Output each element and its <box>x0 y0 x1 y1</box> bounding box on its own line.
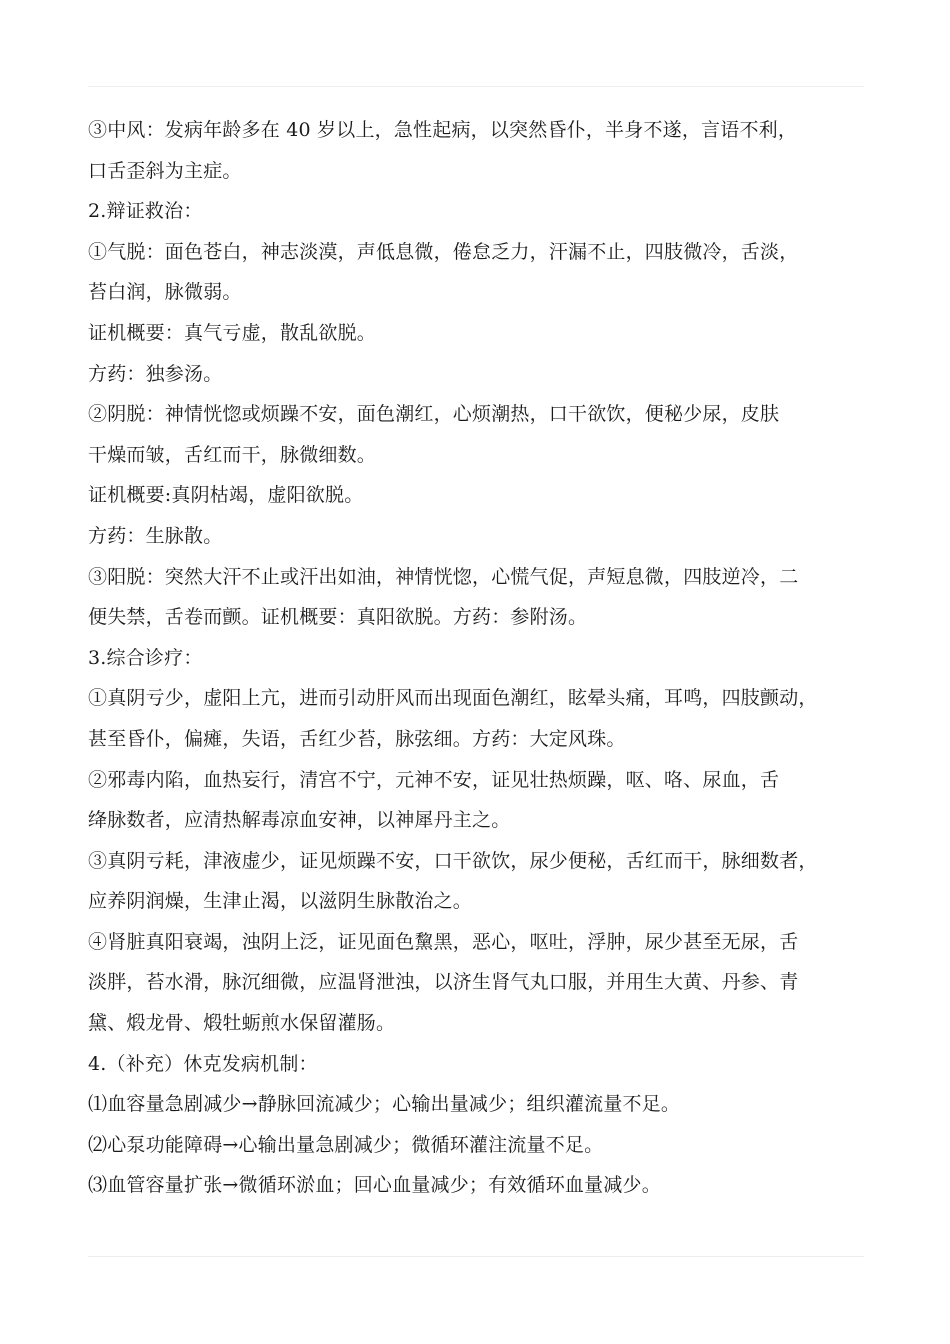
text-line: 干燥而皱，舌红而干，脉微细数。 <box>88 443 377 466</box>
text-line: 方药：生脉散。 <box>88 524 223 547</box>
text-line: 证机概要:真阴枯竭，虚阳欲脱。 <box>88 484 364 507</box>
text-line: ①真阴亏少，虚阳上亢，进而引动肝风而出现面色潮红，眩晕头痛，耳鸣，四肢颤动， <box>88 687 818 710</box>
text-line: ③阳脱：突然大汗不止或汗出如油，神情恍惚，心慌气促，声短息微，四肢逆冷，二 <box>88 565 799 588</box>
text-line: ②阴脱：神情恍惚或烦躁不安，面色潮红，心烦潮热，口干欲饮，便秘少尿，皮肤 <box>88 403 780 426</box>
text-line: 淡胖，苔水滑，脉沉细微，应温肾泄浊，以济生肾气丸口服，并用生大黄、丹参、青 <box>88 971 799 994</box>
text-line: 应养阴润燥，生津止渴，以滋阴生脉散治之。 <box>88 890 473 913</box>
text-line: 甚至昏仆，偏瘫，失语，舌红少苔，脉弦细。方药：大定风珠。 <box>88 727 626 750</box>
text-line: ⑶血管容量扩张→微循环淤血；回心血量减少；有效循环血量减少。 <box>88 1174 661 1197</box>
top-divider <box>88 86 864 87</box>
text-line: 方药：独参汤。 <box>88 362 223 385</box>
text-line: ①气脱：面色苍白，神志淡漠，声低息微，倦怠乏力，汗漏不止，四肢微冷，舌淡， <box>88 240 799 263</box>
section-heading: 3.综合诊疗： <box>88 646 203 669</box>
text-line: 苔白润，脉微弱。 <box>88 281 242 304</box>
text-line: 便失禁，舌卷而颤。证机概要：真阳欲脱。方药：参附汤。 <box>88 606 588 629</box>
text-line: ③中风：发病年龄多在 40 岁以上，急性起病，以突然昏仆，半身不遂，言语不利， <box>88 119 798 141</box>
section-heading: 4.（补充）休克发病机制： <box>88 1052 318 1075</box>
text-line: 绛脉数者，应清热解毒凉血安神，以神犀丹主之。 <box>88 809 511 832</box>
text-line: ③真阴亏耗，津液虚少，证见烦躁不安，口干欲饮，尿少便秘，舌红而干，脉细数者， <box>88 849 818 872</box>
text-line: 口舌歪斜为主症。 <box>88 159 242 182</box>
bottom-divider <box>88 1256 864 1257</box>
text-line: ④肾脏真阳衰竭，浊阴上泛，证见面色黧黑，恶心，呕吐，浮肿，尿少甚至无尿，舌 <box>88 930 799 953</box>
text-line: ②邪毒内陷，血热妄行，清宫不宁，元神不安，证见壮热烦躁，呕、咯、尿血，舌 <box>88 768 780 791</box>
text-line: 黛、煅龙骨、煅牡蛎煎水保留灌肠。 <box>88 1012 396 1035</box>
text-line: 证机概要：真气亏虚，散乱欲脱。 <box>88 321 377 344</box>
section-heading: 2.辩证救治： <box>88 200 203 223</box>
text-line: ⑴血容量急剧减少→静脉回流减少；心输出量减少；组织灌流量不足。 <box>88 1093 681 1116</box>
document-body <box>88 110 878 1206</box>
text-line: ⑵心泵功能障碍→心输出量急剧减少；微循环灌注流量不足。 <box>88 1133 604 1156</box>
